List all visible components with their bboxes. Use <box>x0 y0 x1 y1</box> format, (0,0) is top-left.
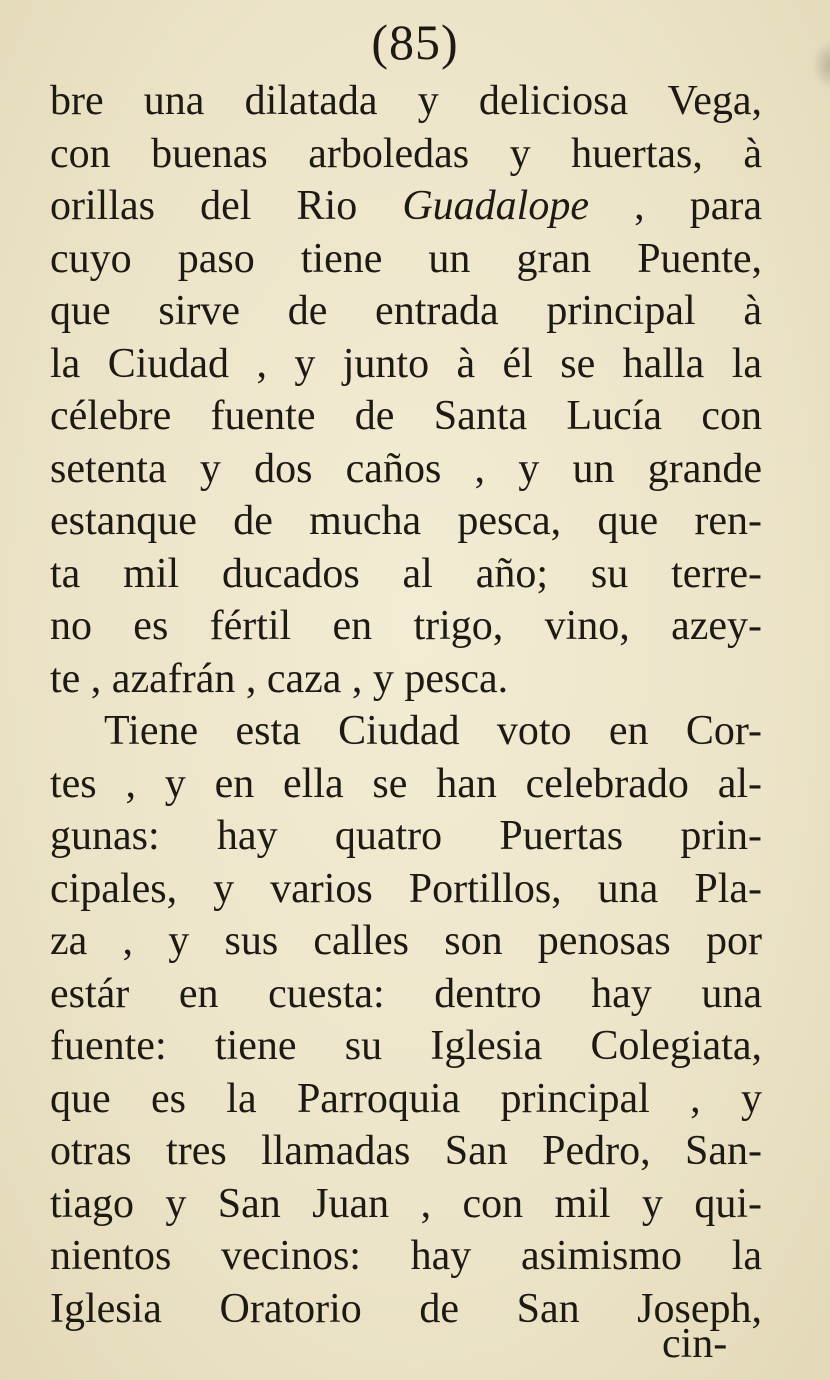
river-name: Guadalope <box>402 183 589 229</box>
text-line: Iglesia Oratorio de San Joseph, <box>50 1285 762 1332</box>
text-line: te , azafrán , caza , y pesca. <box>50 655 509 702</box>
text-line: estár en cuesta: dentro hay una <box>50 970 762 1017</box>
page-number: (85) <box>371 14 459 70</box>
text-line: la Ciudad , y junto à él se halla la <box>50 340 762 387</box>
text-line: ta mil ducados al año; su terre- <box>50 550 762 597</box>
text-line: nientos vecinos: hay asimismo la <box>50 1233 762 1279</box>
text-line: orillas del Rio Guadalope , para <box>50 183 762 229</box>
text-line: bre una dilatada y deliciosa Vega, <box>50 78 762 124</box>
text-line: no es fértil en trigo, vino, azey- <box>50 603 762 649</box>
text-line: tiago y San Juan , con mil y qui- <box>50 1180 762 1227</box>
text-line: estanque de mucha pesca, que ren- <box>50 498 762 544</box>
text-line: que es la Parroquia principal , y <box>50 1075 762 1122</box>
text-line: za , y sus calles son penosas por <box>50 918 762 964</box>
text-line: cuyo paso tiene un gran Puente, <box>50 235 762 282</box>
text-line: Tiene esta Ciudad voto en Cor- <box>104 708 762 754</box>
body-text <box>50 75 762 1335</box>
text-line: fuente: tiene su Iglesia Colegiata, <box>50 1023 762 1069</box>
catchword: cin- <box>662 1321 728 1367</box>
text-line: gunas: hay quatro Puertas prin- <box>50 813 762 859</box>
text-line: que sirve de entrada principal à <box>50 288 762 334</box>
text-line: tes , y en ella se han celebrado al- <box>50 760 762 807</box>
text-line: setenta y dos caños , y un grande <box>50 445 762 492</box>
text-line: otras tres llamadas San Pedro, San- <box>50 1128 762 1174</box>
text-line: célebre fuente de Santa Lucía con <box>50 393 762 439</box>
text-line: con buenas arboledas y huertas, à <box>50 130 762 177</box>
text-line: cipales, y varios Portillos, una Pla- <box>50 865 762 912</box>
